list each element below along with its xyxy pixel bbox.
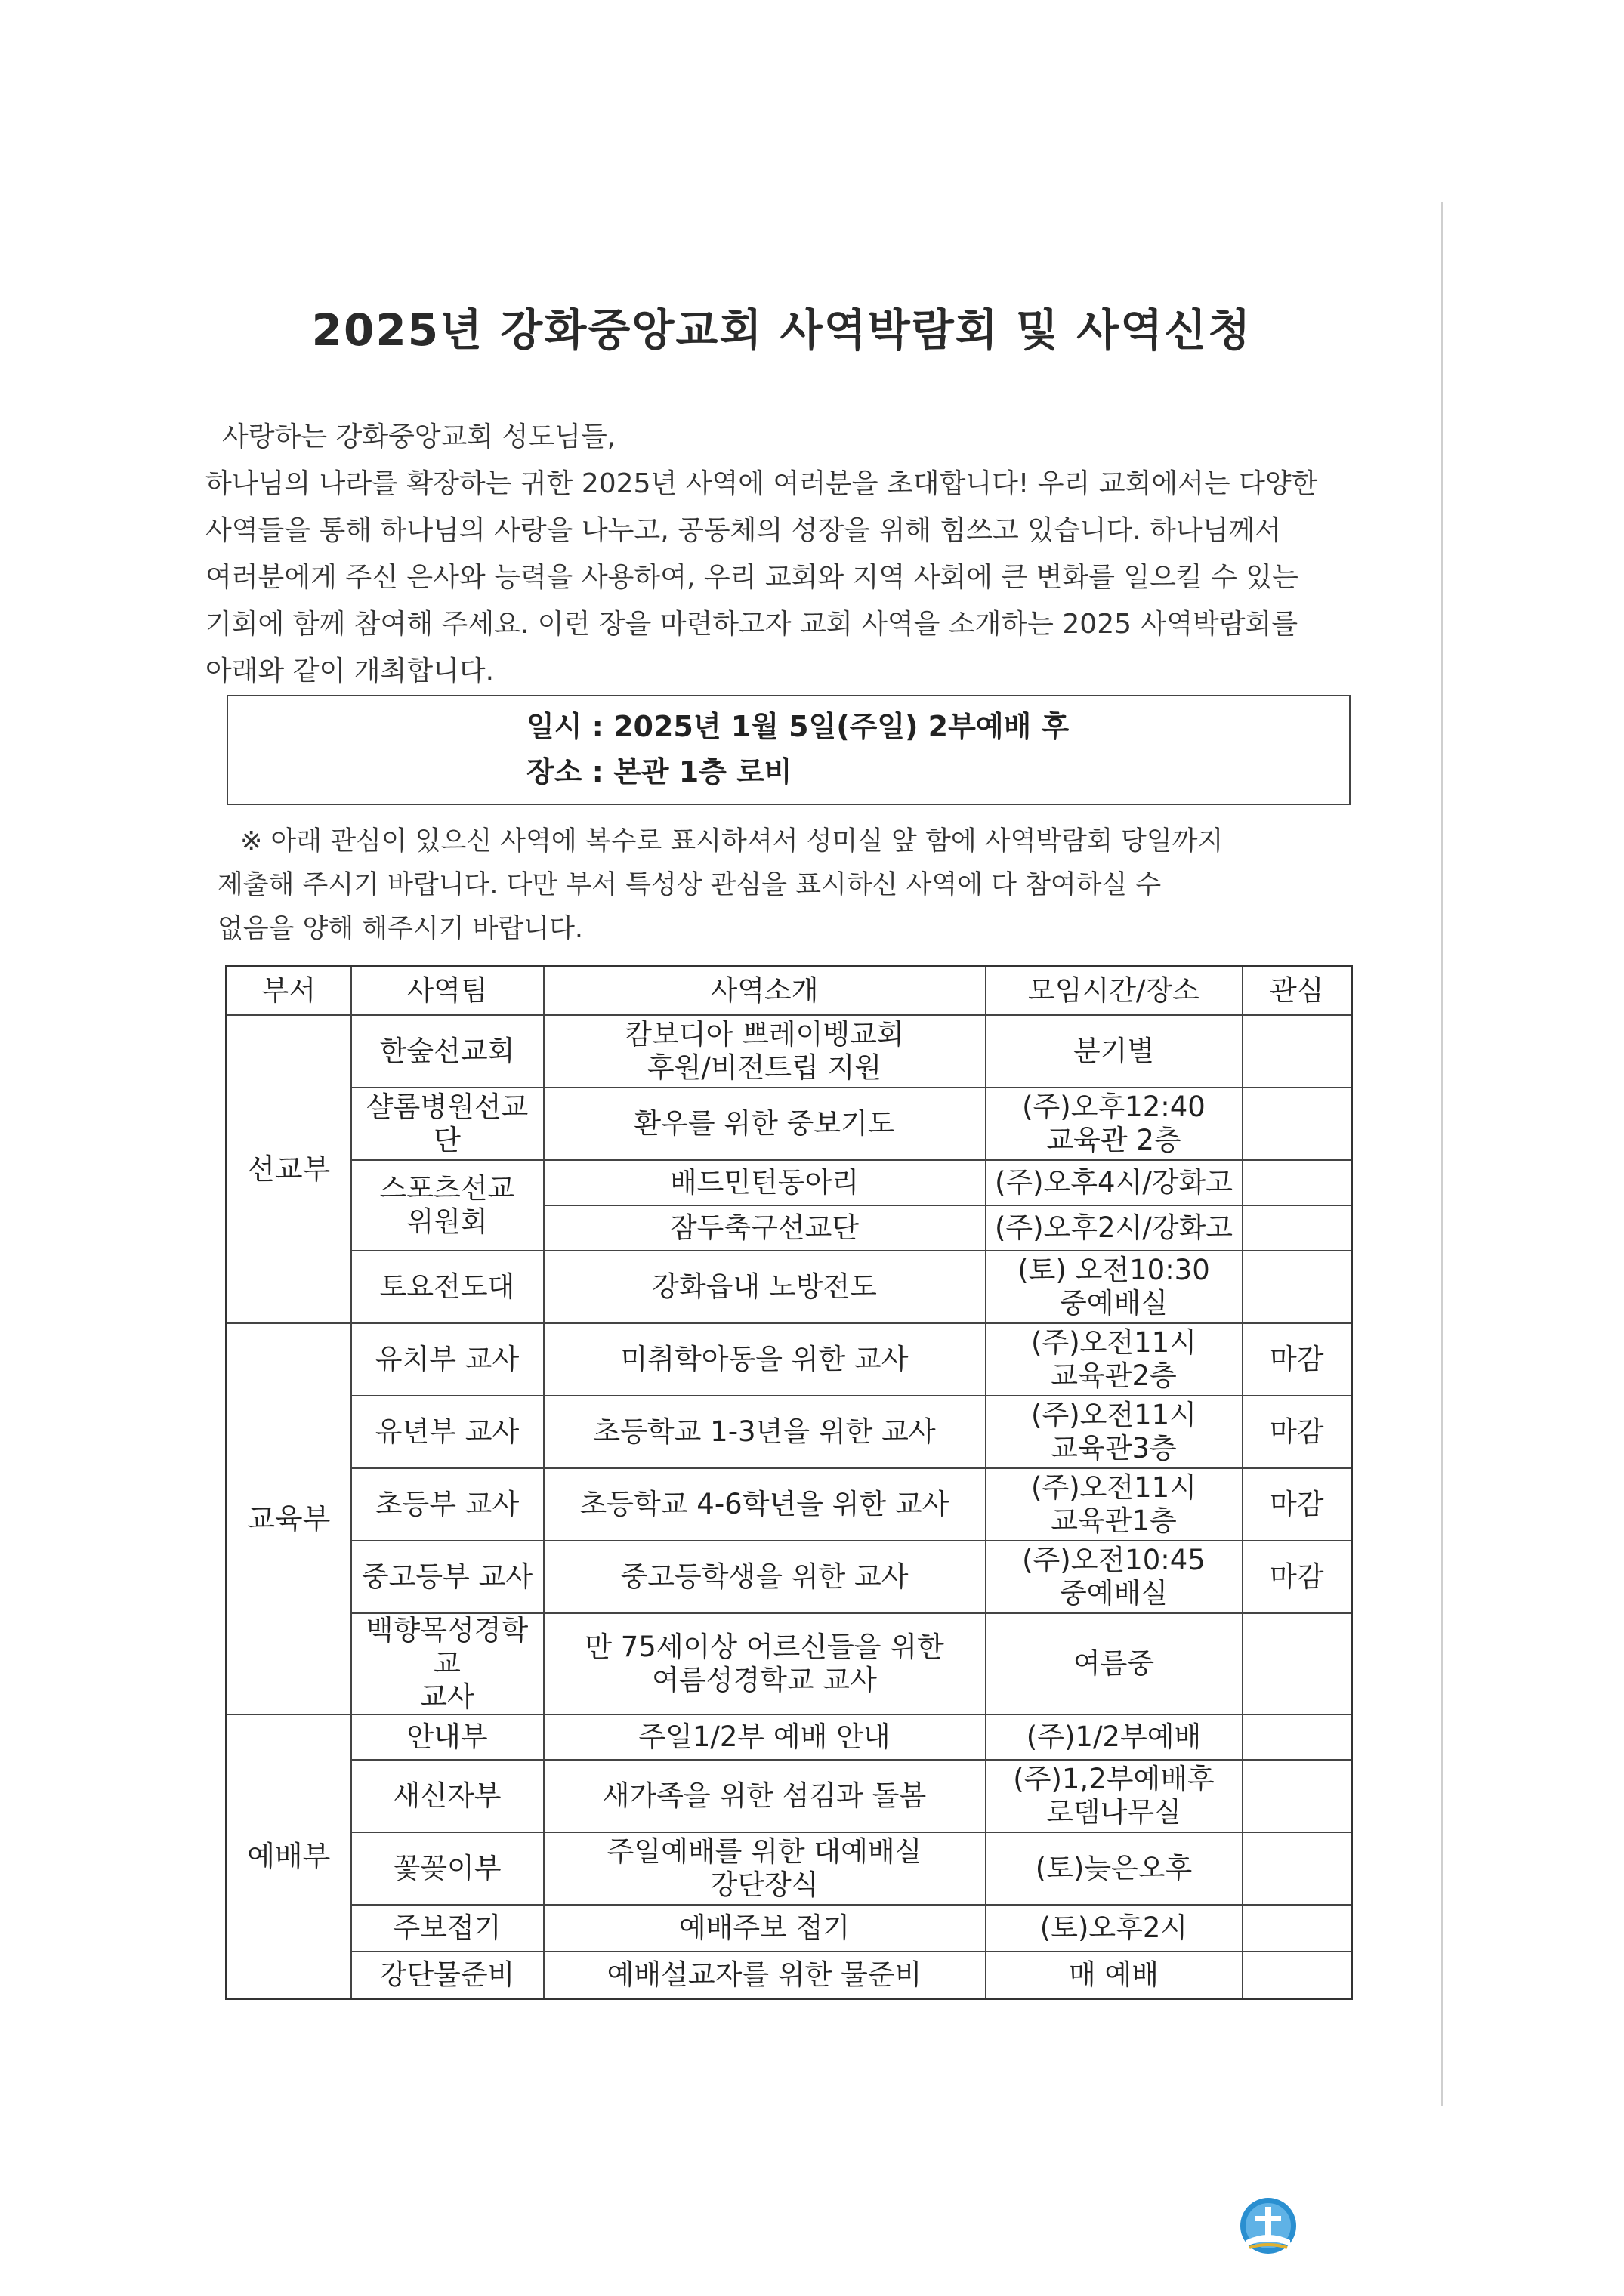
intro-cell: 예배설교자를 위한 물준비: [544, 1952, 986, 1998]
ministry-table: [225, 965, 1353, 2000]
intro-line-2: 후원/비전트립 지원: [647, 1051, 882, 1084]
table-row: [227, 1160, 1352, 1205]
time-line-2: 교육관 2층: [1046, 1124, 1181, 1156]
intro-line: 아래와 같이 개최합니다.: [205, 656, 495, 687]
interest-checkbox-cell[interactable]: [1243, 1613, 1352, 1714]
time-line-1: (주)오전11시: [1031, 1399, 1196, 1431]
team-line-1: 스포츠선교: [379, 1172, 515, 1205]
table-row: [227, 1468, 1352, 1541]
interest-checkbox-cell[interactable]: [1243, 1160, 1352, 1205]
time-line-2: 교육관1층: [1051, 1504, 1177, 1537]
interest-status-closed: 마감: [1243, 1468, 1352, 1541]
team-line-2: 위원회: [406, 1205, 488, 1238]
intro-line-2: 여름성경학교 교사: [652, 1664, 877, 1696]
table-row: [227, 1613, 1352, 1714]
intro-cell: 주일1/2부 예배 안내: [544, 1714, 986, 1760]
notice-line: 제출해 주시기 바랍니다. 다만 부서 특성상 관심을 표시하신 사역에 다 참여하실 수: [218, 870, 1162, 900]
intro-cell: 초등학교 4-6학년을 위한 교사: [544, 1468, 986, 1541]
interest-checkbox-cell[interactable]: [1243, 1952, 1352, 1998]
time-cell: 매 예배: [986, 1952, 1243, 1998]
time-cell: [986, 1541, 1243, 1613]
time-line-1: (주)오전10:45: [1022, 1544, 1206, 1576]
time-cell: 분기별: [986, 1015, 1243, 1088]
intro-line: 사역들을 통해 하나님의 사랑을 나누고, 공동체의 성장을 위해 힘쓰고 있습니다. 하나님께서: [205, 515, 1282, 546]
interest-status-closed: 마감: [1243, 1396, 1352, 1468]
intro-cell: [544, 1832, 986, 1905]
time-line-2: 교육관3층: [1051, 1432, 1177, 1464]
page-title: 2025년 강화중앙교회 사역박람회 및 사역신청: [311, 304, 1252, 356]
interest-checkbox-cell[interactable]: [1243, 1015, 1352, 1088]
time-cell: (토)늦은오후: [986, 1832, 1243, 1905]
dept-cell-education: 교육부: [227, 1323, 351, 1714]
intro-cell: 환우를 위한 중보기도: [544, 1088, 986, 1160]
time-cell: (토)오후2시: [986, 1905, 1243, 1952]
intro-line-2: 강단장식: [710, 1869, 819, 1901]
table-row: [227, 1760, 1352, 1832]
team-line-1: 백향목성경학교: [366, 1614, 529, 1680]
intro-cell: [544, 1015, 986, 1088]
table-row: [227, 1905, 1352, 1952]
interest-checkbox-cell[interactable]: [1243, 1832, 1352, 1905]
team-cell: [351, 1613, 544, 1714]
time-cell: (주)오후2시/강화고: [986, 1205, 1243, 1251]
interest-checkbox-cell[interactable]: [1243, 1714, 1352, 1760]
table-row: [227, 1541, 1352, 1613]
header-team: 사역팀: [351, 967, 544, 1016]
intro-line: 기회에 함께 참여해 주세요. 이런 장을 마련하고자 교회 사역을 소개하는 2025 사역박람회를: [205, 609, 1298, 640]
intro-line: 여러분에게 주신 은사와 능력을 사용하여, 우리 교회와 지역 사회에 큰 변화를 일으킬 수 있는: [205, 562, 1298, 593]
table-header-row: [227, 967, 1352, 1016]
team-cell: 유년부 교사: [351, 1396, 544, 1468]
intro-cell: [544, 1613, 986, 1714]
team-cell: 유치부 교사: [351, 1323, 544, 1396]
team-cell: 주보접기: [351, 1905, 544, 1952]
team-cell: 토요전도대: [351, 1251, 544, 1323]
team-cell: 초등부 교사: [351, 1468, 544, 1541]
table-row: [227, 1714, 1352, 1760]
time-cell: 여름중: [986, 1613, 1243, 1714]
church-cross-logo-icon: [1239, 2196, 1298, 2255]
table-row: [227, 1323, 1352, 1396]
event-info-box: [227, 695, 1351, 805]
intro-line-1: 캄보디아 쁘레이벵교회: [625, 1018, 904, 1051]
time-cell: [986, 1323, 1243, 1396]
team-cell: [351, 1160, 544, 1251]
notice-line: ※ 아래 관심이 있으신 사역에 복수로 표시하셔서 성미실 앞 함에 사역박람회 당일까지: [240, 826, 1224, 856]
intro-cell: 강화읍내 노방전도: [544, 1251, 986, 1323]
intro-cell: 초등학교 1-3년을 위한 교사: [544, 1396, 986, 1468]
time-line-2: 중예배실: [1060, 1577, 1168, 1609]
time-line-1: (토) 오전10:30: [1017, 1254, 1210, 1286]
intro-cell: 배드민턴동아리: [544, 1160, 986, 1205]
table-row: [227, 1952, 1352, 1998]
time-line-2: 중예배실: [1060, 1287, 1168, 1319]
table-row: [227, 1396, 1352, 1468]
intro-line-1: 만 75세이상 어르신들을 위한: [585, 1631, 944, 1663]
intro-greeting: 사랑하는 강화중앙교회 성도님들,: [222, 421, 616, 452]
time-cell: [986, 1088, 1243, 1160]
team-cell: 꽃꽂이부: [351, 1832, 544, 1905]
interest-checkbox-cell[interactable]: [1243, 1088, 1352, 1160]
intro-cell: 잠두축구선교단: [544, 1205, 986, 1251]
time-cell: (주)1/2부예배: [986, 1714, 1243, 1760]
table-row: [227, 1832, 1352, 1905]
header-intro: 사역소개: [544, 967, 986, 1016]
header-interest: 관심: [1243, 967, 1352, 1016]
time-cell: (주)오후4시/강화고: [986, 1160, 1243, 1205]
header-time: 모임시간/장소: [986, 967, 1243, 1016]
time-cell: [986, 1468, 1243, 1541]
intro-paragraph: [205, 414, 1399, 695]
interest-checkbox-cell[interactable]: [1243, 1905, 1352, 1952]
team-cell: 샬롬병원선교단: [351, 1088, 544, 1160]
table-row: [227, 1015, 1352, 1088]
time-line-2: 교육관2층: [1051, 1359, 1177, 1392]
interest-checkbox-cell[interactable]: [1243, 1205, 1352, 1251]
time-line-1: (주)1,2부예배후: [1013, 1763, 1215, 1795]
intro-line: 하나님의 나라를 확장하는 귀한 2025년 사역에 여러분을 초대합니다! 우리 교회에서는 다양한: [205, 468, 1318, 499]
interest-checkbox-cell[interactable]: [1243, 1251, 1352, 1323]
event-place: 장소 : 본관 1층 로비: [526, 755, 792, 788]
interest-status-closed: 마감: [1243, 1541, 1352, 1613]
time-line-2: 로뎀나무실: [1046, 1796, 1181, 1828]
interest-checkbox-cell[interactable]: [1243, 1760, 1352, 1832]
dept-cell-mission: 선교부: [227, 1015, 351, 1323]
time-cell: [986, 1251, 1243, 1323]
intro-cell: 예배주보 접기: [544, 1905, 986, 1952]
dept-cell-worship: 예배부: [227, 1714, 351, 1998]
team-cell: 안내부: [351, 1714, 544, 1760]
intro-cell: 중고등학생을 위한 교사: [544, 1541, 986, 1613]
intro-cell: 미취학아동을 위한 교사: [544, 1323, 986, 1396]
intro-cell: 새가족을 위한 섬김과 돌봄: [544, 1760, 986, 1832]
team-cell: 강단물준비: [351, 1952, 544, 1998]
team-cell: 한숲선교회: [351, 1015, 544, 1088]
table-row: [227, 1251, 1352, 1323]
event-date: 일시 : 2025년 1월 5일(주일) 2부예배 후: [526, 710, 1070, 743]
interest-status-closed: 마감: [1243, 1323, 1352, 1396]
time-line-1: (주)오전11시: [1031, 1471, 1196, 1504]
table-row: [227, 1088, 1352, 1160]
team-cell: 새신자부: [351, 1760, 544, 1832]
notice-text: [218, 819, 1366, 951]
team-cell: 중고등부 교사: [351, 1541, 544, 1613]
time-line-1: (주)오전11시: [1031, 1326, 1196, 1359]
team-line-2: 교사: [420, 1680, 474, 1713]
notice-line: 없음을 양해 해주시기 바랍니다.: [218, 914, 584, 944]
time-cell: [986, 1760, 1243, 1832]
time-cell: [986, 1396, 1243, 1468]
intro-line-1: 주일예배를 위한 대예배실: [607, 1835, 922, 1868]
header-dept: 부서: [227, 967, 351, 1016]
scan-edge-line: [1441, 202, 1443, 2106]
time-line-1: (주)오후12:40: [1022, 1091, 1206, 1123]
